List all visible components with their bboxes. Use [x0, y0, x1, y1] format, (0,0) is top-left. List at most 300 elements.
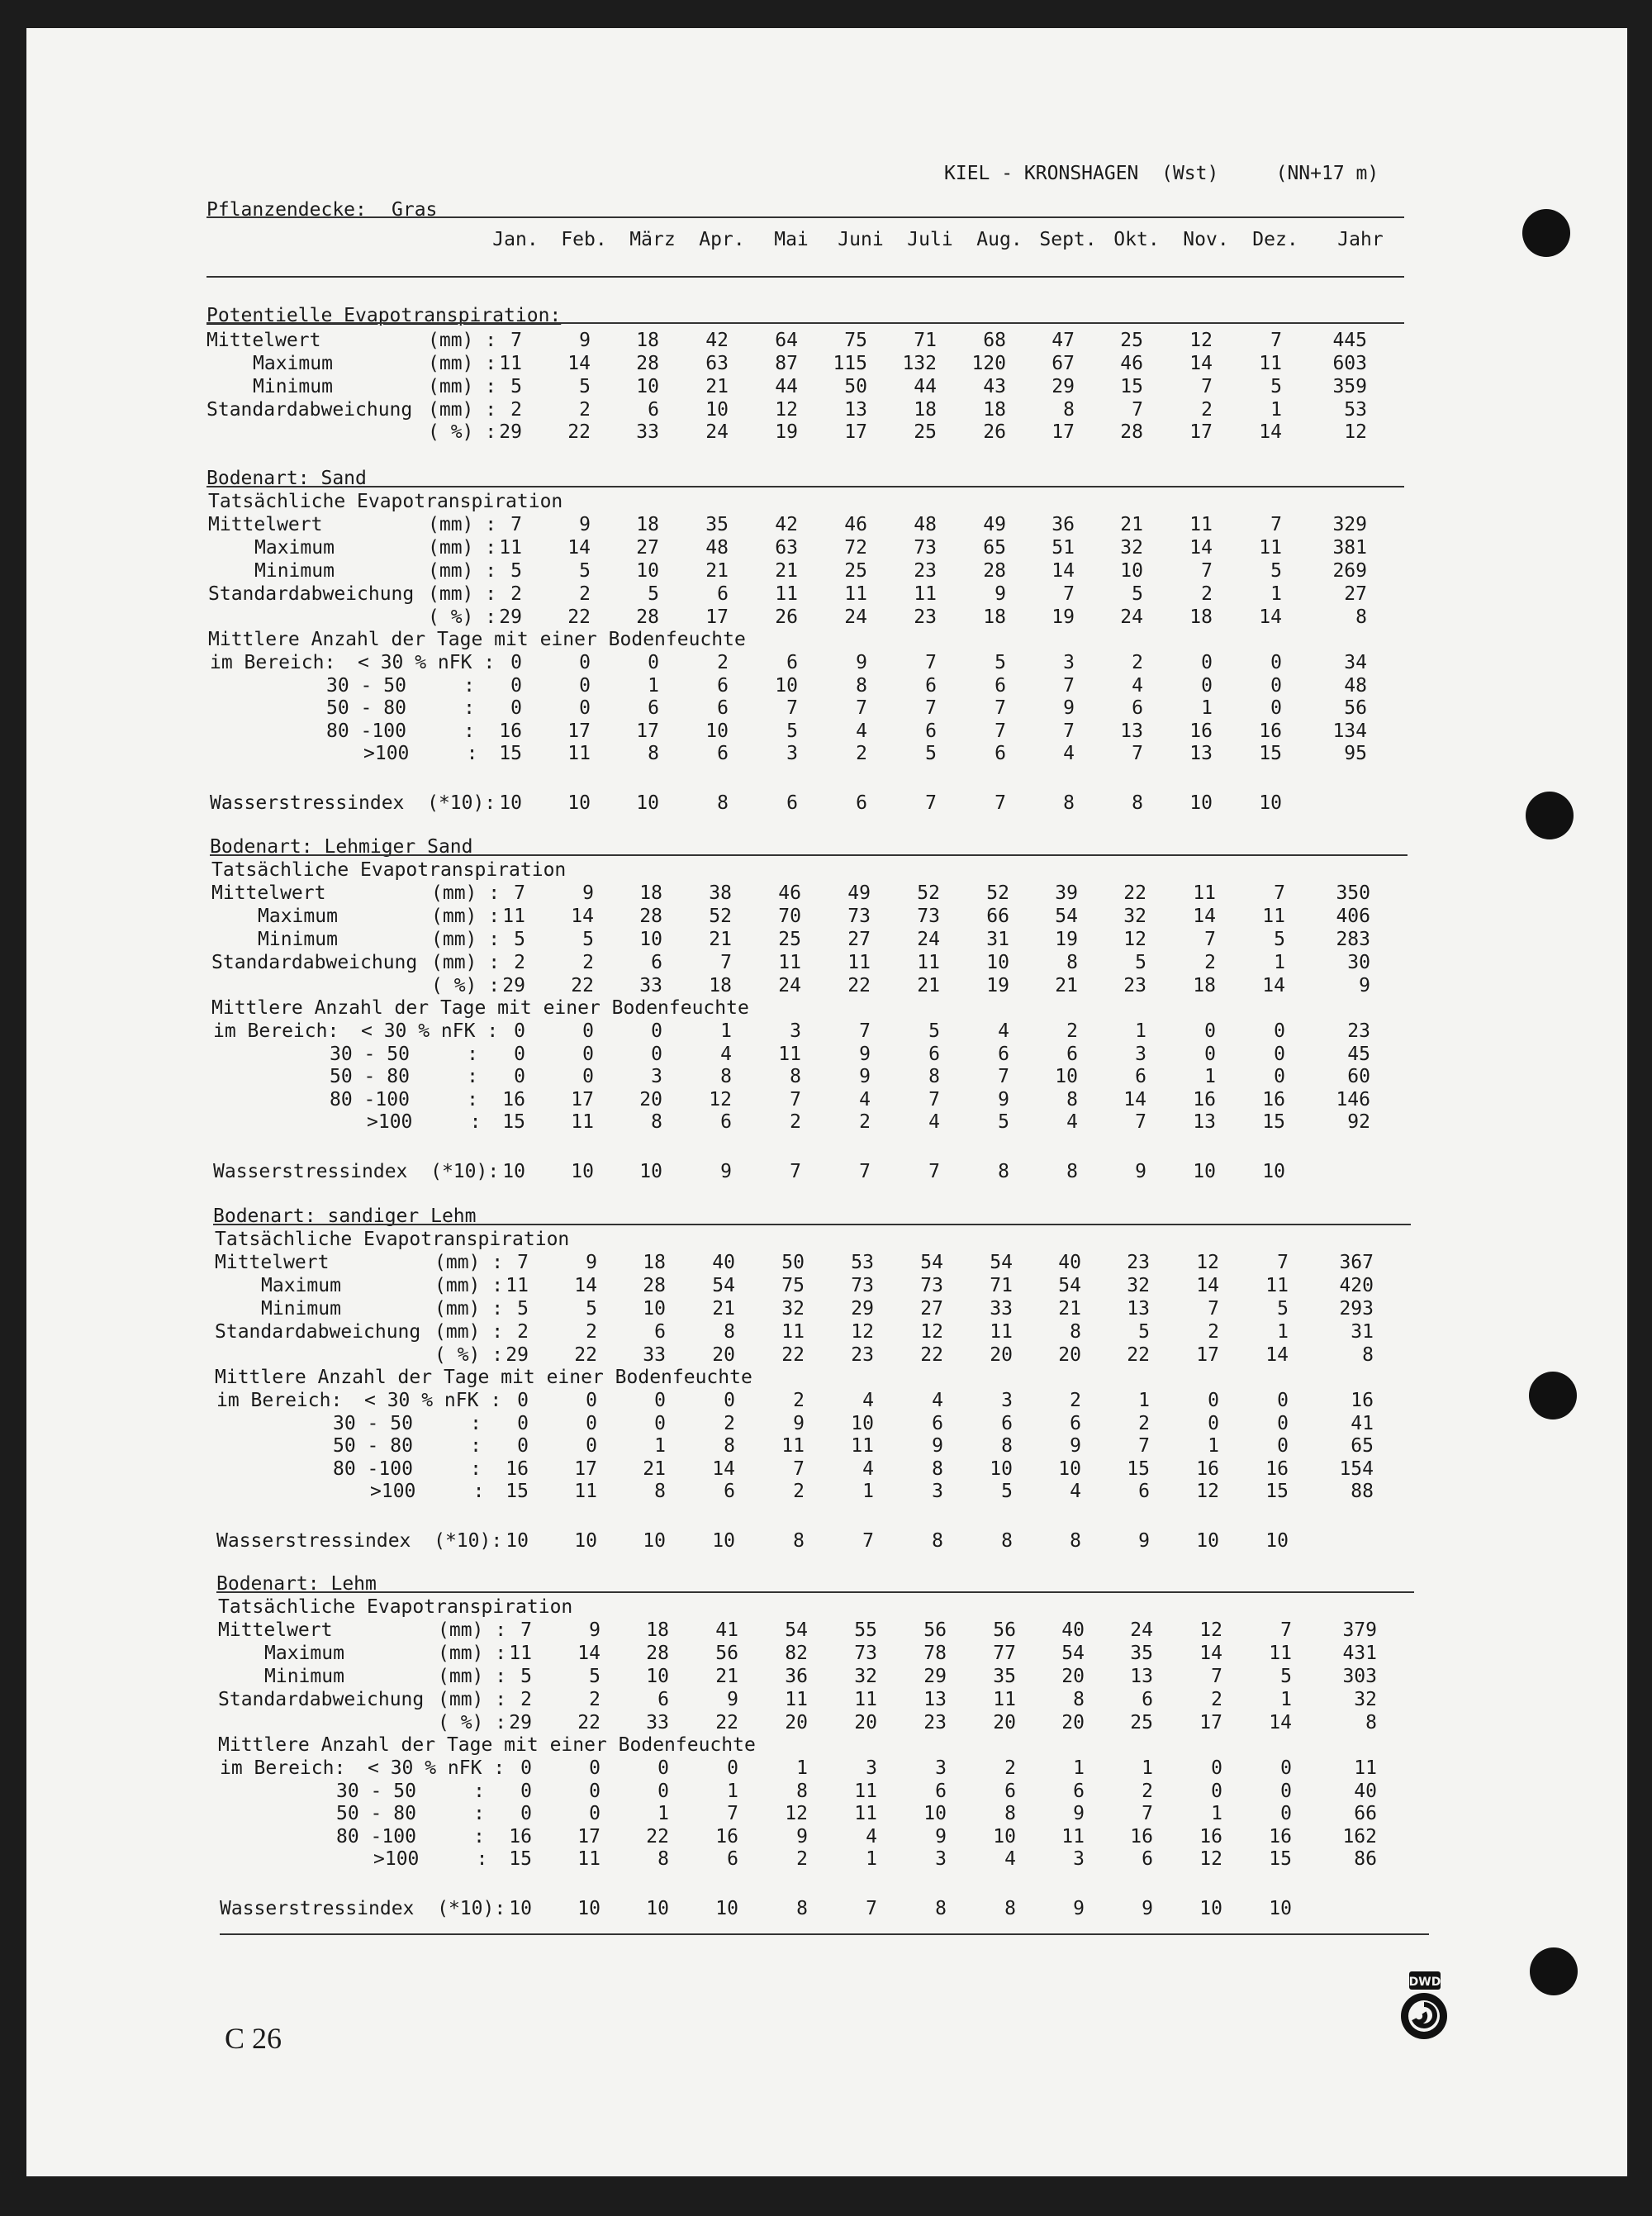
table-cell: 2	[1208, 1321, 1219, 1343]
row-label: Maximum	[264, 1643, 344, 1664]
table-cell: 6	[720, 1111, 732, 1133]
table-cell: 8	[1063, 792, 1075, 814]
table-cell: 12	[1196, 1252, 1219, 1273]
table-cell: 10	[1196, 1530, 1219, 1552]
table-cell: 0	[589, 1781, 601, 1802]
punch-hole	[1526, 792, 1574, 839]
table-cell: 11	[854, 1803, 877, 1824]
row-unit: (mm) :	[428, 376, 497, 397]
table-cell: 11	[502, 906, 525, 927]
row-unit: ( %) :	[434, 1344, 504, 1366]
table-cell: 8	[724, 1321, 735, 1343]
table-cell: 14	[1189, 537, 1213, 559]
table-cell: 8	[651, 1111, 662, 1133]
table-cell: 7	[510, 330, 522, 351]
table-cell: 4	[1132, 675, 1143, 697]
station-header	[944, 163, 1379, 184]
table-cell: 30	[1347, 952, 1370, 973]
table-cell: 15	[506, 1481, 529, 1502]
table-cell: 24	[1130, 1619, 1153, 1641]
table-cell: 6	[717, 697, 729, 719]
table-cell: 1	[1135, 1020, 1146, 1042]
table-cell: 0	[517, 1390, 529, 1411]
column-header: Apr.	[699, 229, 745, 250]
table-cell: 28	[636, 606, 659, 628]
table-cell: 5	[1138, 1321, 1150, 1343]
table-cell: 14	[1189, 353, 1213, 374]
table-cell: 18	[914, 399, 937, 421]
row-label: Standardabweichung	[218, 1689, 425, 1710]
table-cell: 10	[509, 1898, 532, 1919]
table-cell: 14	[1265, 1344, 1289, 1366]
table-cell: 13	[844, 399, 867, 421]
table-cell: 16	[1130, 1826, 1153, 1847]
table-cell: 73	[854, 1643, 877, 1664]
table-cell: 4	[862, 1390, 874, 1411]
table-cell: 39	[1055, 882, 1078, 904]
table-cell: 6	[1004, 1781, 1016, 1802]
table-cell: 5	[928, 1020, 940, 1042]
table-cell: 18	[983, 399, 1006, 421]
table-cell: 16	[1196, 1458, 1219, 1480]
table-cell: 4	[1070, 1481, 1081, 1502]
table-cell: 8	[790, 1066, 801, 1087]
table-cell: 10	[715, 1898, 738, 1919]
stress-label: Wasserstressindex (*10):	[220, 1898, 506, 1919]
table-cell: 23	[914, 560, 937, 582]
table-cell: 11	[1259, 353, 1282, 374]
table-cell: 24	[844, 606, 867, 628]
table-cell: 1	[1204, 1066, 1216, 1087]
table-cell: 56	[715, 1643, 738, 1664]
table-cell: 13	[1130, 1666, 1153, 1687]
table-cell: 75	[844, 330, 867, 351]
table-cell: 5	[510, 560, 522, 582]
column-header: Sept.	[1039, 229, 1097, 250]
page-number: C 26	[225, 2022, 282, 2055]
table-cell: 20	[639, 1089, 662, 1110]
table-cell: 48	[914, 514, 937, 535]
table-cell: 21	[705, 560, 729, 582]
table-cell: 18	[1189, 606, 1213, 628]
table-cell: 10	[636, 560, 659, 582]
table-cell: 32	[781, 1298, 805, 1320]
table-cell: 40	[1058, 1252, 1081, 1273]
table-cell: 6	[724, 1481, 735, 1502]
table-cell: 29	[502, 975, 525, 996]
table-cell: 11	[844, 583, 867, 605]
table-cell: 2	[793, 1481, 805, 1502]
table-cell: 11	[1193, 882, 1216, 904]
table-cell: 0	[1274, 1044, 1285, 1065]
range-label: 30 - 50 :	[326, 675, 476, 697]
table-cell: 22	[781, 1344, 805, 1366]
column-header: Juni	[838, 229, 884, 250]
table-cell: 4	[866, 1826, 877, 1847]
table-cell: 54	[990, 1252, 1013, 1273]
table-cell: 0	[586, 1435, 597, 1457]
table-cell: 28	[636, 353, 659, 374]
table-cell: 5	[1274, 929, 1285, 950]
table-cell: 51	[1051, 537, 1075, 559]
table-cell: 16	[1262, 1089, 1285, 1110]
row-unit: (mm) :	[434, 1298, 504, 1320]
row-unit: (mm) :	[438, 1666, 507, 1687]
table-cell: 28	[639, 906, 662, 927]
table-cell: 3	[1063, 652, 1075, 673]
rule-line	[213, 1224, 1411, 1225]
table-cell: 13	[1127, 1298, 1150, 1320]
table-cell: 9	[586, 1252, 597, 1273]
table-cell: 2	[510, 583, 522, 605]
table-cell: 420	[1339, 1275, 1374, 1296]
table-cell: 0	[510, 675, 522, 697]
table-cell: 8	[932, 1530, 943, 1552]
row-unit: (mm) :	[431, 952, 501, 973]
table-cell: 20	[854, 1712, 877, 1733]
table-cell: 29	[1051, 376, 1075, 397]
range-label: < 30 % nFK :	[368, 1757, 506, 1779]
table-cell: 8	[796, 1781, 808, 1802]
table-cell: 8	[657, 1848, 669, 1870]
row-label: Standardabweichung	[211, 952, 418, 973]
table-cell: 6	[1066, 1044, 1078, 1065]
table-cell: 10	[499, 792, 522, 814]
row-unit: (mm) :	[428, 353, 497, 374]
table-cell: 14	[1051, 560, 1075, 582]
table-cell: 11	[1269, 1643, 1292, 1664]
table-cell: 2	[1066, 1020, 1078, 1042]
table-cell: 19	[775, 421, 798, 443]
table-cell: 0	[727, 1757, 738, 1779]
table-cell: 0	[657, 1781, 669, 1802]
table-cell: 16	[506, 1458, 529, 1480]
table-cell: 10	[636, 376, 659, 397]
et-title: Tatsächliche Evapotranspiration	[211, 859, 567, 881]
table-cell: 54	[1058, 1275, 1081, 1296]
table-cell: 9	[727, 1689, 738, 1710]
table-cell: 10	[1189, 792, 1213, 814]
table-cell: 34	[1344, 652, 1367, 673]
table-cell: 53	[1344, 399, 1367, 421]
table-cell: 29	[499, 606, 522, 628]
table-cell: 5	[648, 583, 659, 605]
table-cell: 7	[510, 514, 522, 535]
table-cell: 8	[1355, 606, 1367, 628]
table-cell: 1	[1138, 1390, 1150, 1411]
table-cell: 21	[705, 376, 729, 397]
table-cell: 2	[586, 1321, 597, 1343]
table-cell: 11	[781, 1435, 805, 1457]
table-cell: 1	[654, 1435, 666, 1457]
table-cell: 10	[923, 1803, 947, 1824]
table-cell: 18	[636, 514, 659, 535]
table-cell: 15	[499, 743, 522, 764]
table-cell: 14	[571, 906, 594, 927]
table-cell: 8	[1004, 1898, 1016, 1919]
range-label: < 30 % nFK :	[358, 652, 496, 673]
table-cell: 25	[844, 560, 867, 582]
table-cell: 11	[781, 1321, 805, 1343]
table-cell: 10	[990, 1458, 1013, 1480]
table-cell: 1	[1274, 952, 1285, 973]
table-cell: 11	[914, 583, 937, 605]
table-cell: 9	[589, 1619, 601, 1641]
rule-line	[206, 216, 1404, 218]
table-cell: 3	[1073, 1848, 1085, 1870]
table-cell: 0	[1277, 1390, 1289, 1411]
table-cell: 7	[995, 697, 1006, 719]
table-cell: 6	[1138, 1481, 1150, 1502]
table-cell: 7	[1270, 330, 1282, 351]
table-cell: 5	[1135, 952, 1146, 973]
table-cell: 22	[920, 1344, 943, 1366]
table-cell: 9	[796, 1826, 808, 1847]
table-cell: 6	[648, 399, 659, 421]
table-cell: 23	[1123, 975, 1146, 996]
table-cell: 7	[995, 792, 1006, 814]
table-cell: 7	[1063, 675, 1075, 697]
range-label: 30 - 50 :	[330, 1044, 479, 1065]
table-cell: 21	[643, 1458, 666, 1480]
table-cell: 0	[724, 1390, 735, 1411]
table-cell: 8	[724, 1435, 735, 1457]
table-cell: 17	[574, 1458, 597, 1480]
table-cell: 0	[582, 1044, 594, 1065]
table-cell: 16	[1269, 1826, 1292, 1847]
table-cell: 8	[1070, 1530, 1081, 1552]
table-cell: 22	[847, 975, 871, 996]
table-cell: 16	[1199, 1826, 1222, 1847]
table-cell: 8	[1001, 1530, 1013, 1552]
table-cell: 21	[715, 1666, 738, 1687]
table-cell: 11	[854, 1781, 877, 1802]
table-cell: 73	[914, 537, 937, 559]
table-cell: 23	[1127, 1252, 1150, 1273]
row-unit: (mm) :	[438, 1643, 507, 1664]
table-cell: 7	[1274, 882, 1285, 904]
dwd-logo	[1391, 1970, 1457, 2044]
table-cell: 10	[712, 1530, 735, 1552]
row-label: Maximum	[261, 1275, 341, 1296]
table-cell: 7	[866, 1898, 877, 1919]
punch-hole	[1530, 1947, 1578, 1995]
table-cell: 12	[851, 1321, 874, 1343]
table-cell: 12	[1344, 421, 1367, 443]
table-cell: 2	[1004, 1757, 1016, 1779]
table-cell: 5	[586, 1298, 597, 1320]
table-cell: 10	[993, 1826, 1016, 1847]
table-cell: 28	[983, 560, 1006, 582]
table-cell: 10	[639, 1161, 662, 1182]
table-cell: 303	[1342, 1666, 1377, 1687]
table-cell: 19	[1051, 606, 1075, 628]
table-cell: 9	[995, 583, 1006, 605]
table-cell: 7	[793, 1458, 805, 1480]
table-cell: 2	[1070, 1390, 1081, 1411]
punch-hole	[1529, 1372, 1577, 1419]
range-label: 80 -100 :	[333, 1458, 482, 1480]
table-cell: 10	[1058, 1458, 1081, 1480]
column-header: Okt.	[1113, 229, 1160, 250]
table-cell: 4	[932, 1390, 943, 1411]
table-cell: 9	[793, 1413, 805, 1434]
table-cell: 11	[851, 1435, 874, 1457]
table-cell: 49	[847, 882, 871, 904]
range-label: >100 :	[367, 1111, 482, 1133]
table-cell: 11	[847, 952, 871, 973]
table-cell: 5	[589, 1666, 601, 1687]
et-title: Tatsächliche Evapotranspiration	[218, 1596, 573, 1618]
table-cell: 9	[1138, 1530, 1150, 1552]
table-cell: 11	[778, 1044, 801, 1065]
table-cell: 14	[1196, 1275, 1219, 1296]
table-cell: 1	[1142, 1757, 1153, 1779]
table-cell: 6	[856, 792, 867, 814]
table-cell: 350	[1336, 882, 1370, 904]
table-cell: 9	[579, 514, 591, 535]
table-cell: 0	[1280, 1803, 1292, 1824]
table-cell: 7	[859, 1020, 871, 1042]
table-cell: 8	[998, 1161, 1009, 1182]
table-cell: 7	[998, 1066, 1009, 1087]
table-cell: 14	[712, 1458, 735, 1480]
table-cell: 22	[567, 606, 591, 628]
table-cell: 8	[1066, 1089, 1078, 1110]
range-label: 30 - 50 :	[336, 1781, 486, 1802]
table-cell: 44	[914, 376, 937, 397]
table-cell: 20	[1061, 1666, 1085, 1687]
row-unit: (mm) :	[431, 929, 501, 950]
table-cell: 7	[514, 882, 525, 904]
row-unit: (mm) :	[428, 330, 497, 351]
stress-label: Wasserstressindex (*10):	[216, 1530, 503, 1552]
table-cell: 7	[1201, 560, 1213, 582]
table-cell: 5	[1270, 560, 1282, 582]
table-cell: 71	[990, 1275, 1013, 1296]
row-unit: (mm) :	[434, 1275, 504, 1296]
table-cell: 1	[862, 1481, 874, 1502]
table-cell: 17	[636, 720, 659, 742]
rule-line	[206, 486, 1404, 487]
table-cell: 7	[925, 652, 937, 673]
table-cell: 18	[646, 1619, 669, 1641]
table-cell: 2	[510, 399, 522, 421]
table-cell: 5	[786, 720, 798, 742]
column-header: Jan.	[492, 229, 539, 250]
table-cell: 77	[993, 1643, 1016, 1664]
table-cell: 4	[859, 1089, 871, 1110]
table-cell: 11	[993, 1689, 1016, 1710]
table-cell: 7	[520, 1619, 532, 1641]
table-cell: 6	[786, 792, 798, 814]
row-unit: ( %) :	[431, 975, 501, 996]
et-title: Tatsächliche Evapotranspiration	[208, 491, 563, 512]
table-cell: 63	[775, 537, 798, 559]
range-label: < 30 % nFK :	[361, 1020, 499, 1042]
soil-title: Bodenart: sandiger Lehm	[213, 1205, 477, 1227]
table-cell: 7	[1135, 1111, 1146, 1133]
table-cell: 18	[636, 330, 659, 351]
table-cell: 8	[856, 675, 867, 697]
table-cell: 1	[1208, 1435, 1219, 1457]
table-cell: 15	[509, 1848, 532, 1870]
table-cell: 1	[866, 1848, 877, 1870]
table-cell: 23	[1347, 1020, 1370, 1042]
table-cell: 29	[851, 1298, 874, 1320]
table-cell: 16	[715, 1826, 738, 1847]
table-cell: 43	[983, 376, 1006, 397]
table-cell: 12	[920, 1321, 943, 1343]
table-cell: 10	[1265, 1530, 1289, 1552]
table-cell: 52	[986, 882, 1009, 904]
table-cell: 7	[727, 1803, 738, 1824]
table-cell: 120	[971, 353, 1006, 374]
table-cell: 2	[1138, 1413, 1150, 1434]
row-unit: (mm) :	[438, 1619, 507, 1641]
table-cell: 8	[1004, 1803, 1016, 1824]
table-cell: 60	[1347, 1066, 1370, 1087]
table-cell: 21	[709, 929, 732, 950]
column-header: Jahr	[1337, 229, 1384, 250]
table-cell: 12	[1199, 1848, 1222, 1870]
table-cell: 27	[1344, 583, 1367, 605]
table-cell: 0	[1204, 1044, 1216, 1065]
column-header: Juli	[907, 229, 953, 250]
table-cell: 6	[717, 583, 729, 605]
column-header: Nov.	[1183, 229, 1229, 250]
table-cell: 14	[577, 1643, 601, 1664]
table-cell: 5	[582, 929, 594, 950]
table-cell: 36	[1051, 514, 1075, 535]
column-header: Mai	[774, 229, 809, 250]
table-cell: 445	[1332, 330, 1367, 351]
table-cell: 7	[1142, 1803, 1153, 1824]
table-cell: 17	[1189, 421, 1213, 443]
table-cell: 55	[854, 1619, 877, 1641]
table-cell: 1	[1201, 697, 1213, 719]
table-cell: 0	[1274, 1020, 1285, 1042]
table-cell: 0	[579, 697, 591, 719]
table-cell: 0	[582, 1020, 594, 1042]
table-cell: 5	[1132, 583, 1143, 605]
table-cell: 10	[705, 720, 729, 742]
table-cell: 6	[995, 743, 1006, 764]
table-cell: 35	[1130, 1643, 1153, 1664]
table-cell: 42	[775, 514, 798, 535]
table-cell: 11	[1262, 906, 1285, 927]
et-title: Tatsächliche Evapotranspiration	[215, 1229, 570, 1250]
table-cell: 1	[1270, 399, 1282, 421]
table-cell: 5	[520, 1666, 532, 1687]
table-cell: 33	[643, 1344, 666, 1366]
table-cell: 21	[1058, 1298, 1081, 1320]
table-cell: 42	[705, 330, 729, 351]
rule-line	[206, 322, 1404, 324]
table-cell: 16	[502, 1089, 525, 1110]
table-cell: 21	[917, 975, 940, 996]
table-cell: 9	[1063, 697, 1075, 719]
table-cell: 16	[1259, 720, 1282, 742]
table-cell: 66	[1354, 1803, 1377, 1824]
table-cell: 0	[514, 1066, 525, 1087]
table-cell: 14	[1199, 1643, 1222, 1664]
table-cell: 6	[998, 1044, 1009, 1065]
table-cell: 7	[1132, 743, 1143, 764]
table-cell: 10	[1269, 1898, 1292, 1919]
table-cell: 25	[1130, 1712, 1153, 1733]
table-cell: 9	[935, 1826, 947, 1847]
